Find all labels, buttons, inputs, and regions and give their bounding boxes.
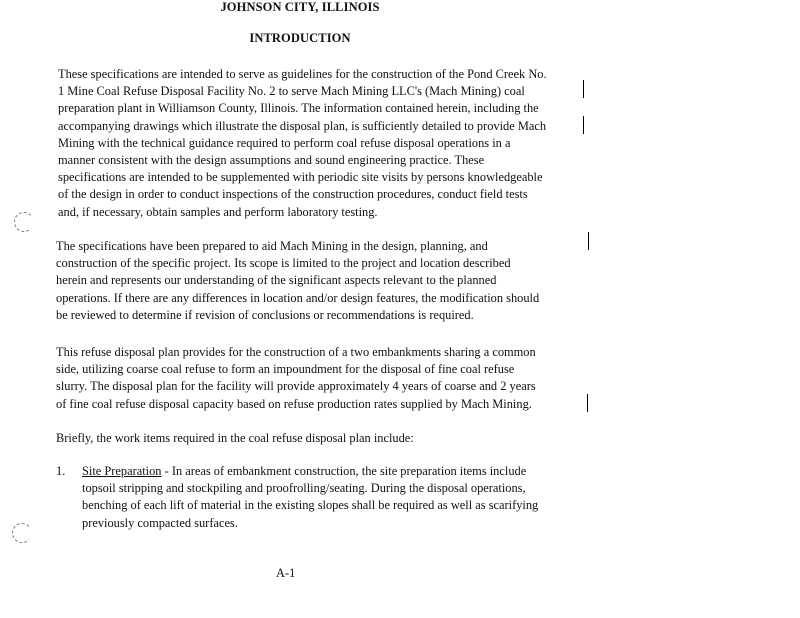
binder-hole-mark bbox=[14, 212, 34, 232]
page-number: A-1 bbox=[276, 566, 296, 580]
section-title: INTRODUCTION bbox=[249, 31, 351, 45]
paragraph-specifications bbox=[56, 238, 539, 324]
binder-hole-mark bbox=[12, 523, 32, 543]
paragraph-line: manner consistent with the design assumptions and sound engineering practice. These bbox=[58, 153, 485, 168]
revision-change-bar bbox=[583, 80, 584, 98]
paragraph-intro bbox=[58, 66, 547, 221]
paragraph-line: and, if necessary, obtain samples and perform laboratory testing. bbox=[58, 204, 378, 219]
document-header: JOHNSON CITY, ILLINOIS bbox=[220, 0, 380, 14]
paragraph-line: accompanying drawings which illustrate the disposal plan, is sufficiently detailed to provide Mach bbox=[58, 118, 547, 133]
paragraph-line: be reviewed to determine if revision of conclusions or recommendations is required. bbox=[56, 307, 474, 322]
revision-change-bar bbox=[583, 116, 584, 134]
paragraph-disposal-plan bbox=[56, 344, 536, 413]
paragraph-line: specifications are intended to be supplemented with periodic site visits by persons knowledgeable bbox=[58, 170, 543, 185]
list-item-line: topsoil stripping and stockpiling and proofrolling/seating. During the disposal operations, bbox=[82, 481, 526, 496]
paragraph-line: construction of the specific project. Its scope is limited to the project and location described bbox=[56, 256, 511, 271]
list-item-line: benching of each lift of material in the existing slopes shall be required as well as scarifying bbox=[82, 498, 539, 513]
paragraph-line: These specifications are intended to serve as guidelines for the construction of the Pond Creek No. bbox=[58, 67, 547, 81]
paragraph-line: Mining with the technical guidance required to perform coal refuse disposal operations in a bbox=[58, 135, 511, 150]
list-item-number: 1. bbox=[56, 464, 66, 478]
revision-change-bar bbox=[587, 394, 588, 412]
list-item-title: Site Preparation bbox=[82, 464, 162, 478]
paragraph-line: preparation plant in Williamson County, Illinois. The information contained herein, including the bbox=[58, 101, 539, 116]
paragraph-line: of the design in order to conduct inspections of the construction procedures, conduct field tests bbox=[58, 187, 528, 202]
list-item-site-preparation bbox=[82, 463, 538, 532]
paragraph-line: side, utilizing coarse coal refuse to form an impoundment for the disposal of fine coal refuse bbox=[56, 362, 515, 377]
paragraph-line: of fine coal refuse disposal capacity based on refuse production rates supplied by Mach Mining. bbox=[56, 396, 532, 411]
paragraph-line: The specifications have been prepared to aid Mach Mining in the design, planning, and bbox=[56, 239, 488, 253]
paragraph-line: 1 Mine Coal Refuse Disposal Facility No. 2 to serve Mach Mining LLC's (Mach Mining) coal bbox=[58, 84, 525, 99]
paragraph-line: slurry. The disposal plan for the facility will provide approximately 4 years of coarse and 2 years bbox=[56, 379, 536, 394]
list-item-first-line bbox=[82, 463, 538, 480]
revision-change-bar bbox=[588, 232, 589, 250]
list-item-line: - In areas of embankment construction, the site preparation items include bbox=[161, 464, 527, 478]
list-item-line: previously compacted surfaces. bbox=[82, 515, 238, 530]
paragraph-work-items-intro bbox=[56, 430, 414, 447]
paragraph-line: operations. If there are any differences in location and/or design features, the modification should bbox=[56, 290, 540, 305]
paragraph-line: This refuse disposal plan provides for the construction of a two embankments sharing a common bbox=[56, 345, 536, 359]
paragraph-line: Briefly, the work items required in the coal refuse disposal plan include: bbox=[56, 431, 414, 445]
paragraph-line: herein and represents our understanding of the significant aspects relevant to the planned bbox=[56, 273, 497, 288]
